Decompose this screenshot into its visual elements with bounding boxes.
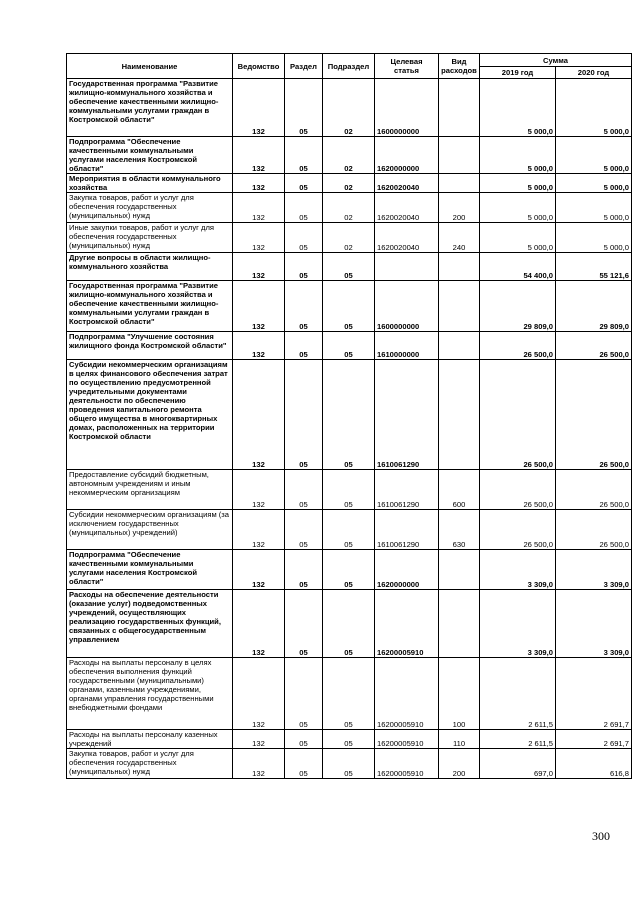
row-dept: 132 bbox=[233, 332, 285, 360]
row-kind bbox=[439, 360, 480, 470]
table-row bbox=[67, 137, 632, 174]
row-section: 05 bbox=[285, 193, 323, 223]
row-subsection: 05 bbox=[323, 470, 375, 510]
row-section: 05 bbox=[285, 550, 323, 590]
row-target: 1620020040 bbox=[375, 223, 439, 253]
row-sum-2019: 5 000,0 bbox=[480, 193, 556, 223]
row-kind: 200 bbox=[439, 193, 480, 223]
row-subsection: 02 bbox=[323, 79, 375, 137]
row-name: Государственная программа "Развитие жилищно-коммунального хозяйства и обеспечение качественными жилищно-коммунальными услугами граждан в Костромской области" bbox=[67, 79, 233, 137]
row-sum-2020: 2 691,7 bbox=[556, 730, 632, 749]
row-section: 05 bbox=[285, 510, 323, 550]
row-sum-2019: 5 000,0 bbox=[480, 79, 556, 137]
row-sum-2020: 5 000,0 bbox=[556, 79, 632, 137]
row-name: Субсидии некоммерческим организациям в целях финансового обеспечения затрат по осуществлению предусмотренной учредительными документами деятельности по обеспечению проведения капитального ремонта общего имущества в многоквартирных домах, расположенных на территории Костромской области bbox=[67, 360, 233, 470]
row-target: 1620020040 bbox=[375, 193, 439, 223]
row-target: 1610061290 bbox=[375, 470, 439, 510]
header-year-2019: 2019 год bbox=[480, 67, 556, 79]
row-name: Закупка товаров, работ и услуг для обеспечения государственных (муниципальных) нужд bbox=[67, 749, 233, 779]
row-section: 05 bbox=[285, 174, 323, 193]
row-subsection: 05 bbox=[323, 332, 375, 360]
table-row bbox=[67, 332, 632, 360]
row-sum-2020: 2 691,7 bbox=[556, 658, 632, 730]
row-sum-2019: 2 611,5 bbox=[480, 658, 556, 730]
row-sum-2020: 55 121,6 bbox=[556, 253, 632, 281]
row-section: 05 bbox=[285, 253, 323, 281]
row-section: 05 bbox=[285, 332, 323, 360]
row-sum-2019: 54 400,0 bbox=[480, 253, 556, 281]
row-name: Подпрограмма "Обеспечение качественными коммунальными услугами населения Костромской области" bbox=[67, 137, 233, 174]
table-row bbox=[67, 470, 632, 510]
table-row bbox=[67, 730, 632, 749]
row-dept: 132 bbox=[233, 730, 285, 749]
row-subsection: 02 bbox=[323, 137, 375, 174]
row-kind: 200 bbox=[439, 749, 480, 779]
row-sum-2019: 26 500,0 bbox=[480, 332, 556, 360]
row-sum-2019: 3 309,0 bbox=[480, 590, 556, 658]
row-kind bbox=[439, 79, 480, 137]
row-kind bbox=[439, 137, 480, 174]
row-name: Расходы на выплаты персоналу казенных учреждений bbox=[67, 730, 233, 749]
row-name: Расходы на выплаты персоналу в целях обеспечения выполнения функций государственными (муниципальными) органами, казенными учреждениями, органами управления государственными внебюджетными фондами bbox=[67, 658, 233, 730]
row-target: 1600000000 bbox=[375, 79, 439, 137]
row-dept: 132 bbox=[233, 510, 285, 550]
row-subsection: 05 bbox=[323, 590, 375, 658]
row-name: Мероприятия в области коммунального хозяйства bbox=[67, 174, 233, 193]
row-sum-2019: 26 500,0 bbox=[480, 510, 556, 550]
row-target: 16200005910 bbox=[375, 730, 439, 749]
row-sum-2019: 29 809,0 bbox=[480, 281, 556, 332]
row-sum-2019: 5 000,0 bbox=[480, 137, 556, 174]
table-body bbox=[67, 79, 632, 779]
row-sum-2019: 5 000,0 bbox=[480, 174, 556, 193]
row-target: 1610061290 bbox=[375, 510, 439, 550]
row-sum-2020: 5 000,0 bbox=[556, 223, 632, 253]
row-dept: 132 bbox=[233, 590, 285, 658]
row-dept: 132 bbox=[233, 79, 285, 137]
header-section: Раздел bbox=[285, 54, 323, 79]
header-year-2020: 2020 год bbox=[556, 67, 632, 79]
row-sum-2019: 697,0 bbox=[480, 749, 556, 779]
row-kind: 630 bbox=[439, 510, 480, 550]
row-kind: 110 bbox=[439, 730, 480, 749]
row-target: 16200005910 bbox=[375, 590, 439, 658]
row-section: 05 bbox=[285, 590, 323, 658]
row-kind bbox=[439, 174, 480, 193]
row-section: 05 bbox=[285, 730, 323, 749]
page-number: 300 bbox=[592, 829, 610, 843]
row-target: 1620000000 bbox=[375, 137, 439, 174]
row-sum-2020: 26 500,0 bbox=[556, 360, 632, 470]
row-name: Закупка товаров, работ и услуг для обеспечения государственных (муниципальных) нужд bbox=[67, 193, 233, 223]
row-sum-2019: 3 309,0 bbox=[480, 550, 556, 590]
row-name: Предоставление субсидий бюджетным, автономным учреждениям и иным некоммерческим организациям bbox=[67, 470, 233, 510]
row-sum-2019: 2 611,5 bbox=[480, 730, 556, 749]
row-dept: 132 bbox=[233, 749, 285, 779]
row-dept: 132 bbox=[233, 193, 285, 223]
row-sum-2020: 616,8 bbox=[556, 749, 632, 779]
header-dept: Ведомство bbox=[233, 54, 285, 79]
row-target: 1600000000 bbox=[375, 281, 439, 332]
row-sum-2020: 5 000,0 bbox=[556, 193, 632, 223]
row-dept: 132 bbox=[233, 223, 285, 253]
row-name: Субсидии некоммерческим организациям (за исключением государственных (муниципальных) учреждений) bbox=[67, 510, 233, 550]
table-row bbox=[67, 658, 632, 730]
row-kind bbox=[439, 590, 480, 658]
row-sum-2020: 26 500,0 bbox=[556, 332, 632, 360]
row-sum-2019: 26 500,0 bbox=[480, 470, 556, 510]
row-sum-2019: 26 500,0 bbox=[480, 360, 556, 470]
row-name: Подпрограмма "Улучшение состояния жилищного фонда Костромской области" bbox=[67, 332, 233, 360]
row-kind bbox=[439, 281, 480, 332]
row-dept: 132 bbox=[233, 470, 285, 510]
table-row bbox=[67, 550, 632, 590]
row-sum-2020: 3 309,0 bbox=[556, 590, 632, 658]
row-kind bbox=[439, 332, 480, 360]
row-kind: 600 bbox=[439, 470, 480, 510]
table-row bbox=[67, 281, 632, 332]
row-kind: 100 bbox=[439, 658, 480, 730]
row-dept: 132 bbox=[233, 174, 285, 193]
row-kind bbox=[439, 550, 480, 590]
row-subsection: 05 bbox=[323, 360, 375, 470]
row-section: 05 bbox=[285, 470, 323, 510]
row-subsection: 05 bbox=[323, 510, 375, 550]
row-dept: 132 bbox=[233, 550, 285, 590]
row-target: 1610000000 bbox=[375, 332, 439, 360]
table-row bbox=[67, 510, 632, 550]
table-row bbox=[67, 360, 632, 470]
row-name: Другие вопросы в области жилищно-коммунального хозяйства bbox=[67, 253, 233, 281]
header-target: Целевая статья bbox=[375, 54, 439, 79]
row-kind: 240 bbox=[439, 223, 480, 253]
row-sum-2020: 3 309,0 bbox=[556, 550, 632, 590]
header-sum: Сумма bbox=[480, 54, 632, 67]
table-row bbox=[67, 590, 632, 658]
row-target: 1610061290 bbox=[375, 360, 439, 470]
row-sum-2020: 5 000,0 bbox=[556, 137, 632, 174]
row-section: 05 bbox=[285, 658, 323, 730]
row-target: 16200005910 bbox=[375, 749, 439, 779]
table-row bbox=[67, 253, 632, 281]
row-subsection: 05 bbox=[323, 730, 375, 749]
row-section: 05 bbox=[285, 360, 323, 470]
row-kind bbox=[439, 253, 480, 281]
budget-table bbox=[66, 53, 632, 779]
row-sum-2020: 29 809,0 bbox=[556, 281, 632, 332]
table-row bbox=[67, 79, 632, 137]
table-row bbox=[67, 174, 632, 193]
table-row bbox=[67, 749, 632, 779]
row-name: Государственная программа "Развитие жилищно-коммунального хозяйства и обеспечение качественными жилищно-коммунальными услугами граждан в Костромской области" bbox=[67, 281, 233, 332]
row-name: Подпрограмма "Обеспечение качественными коммунальными услугами населения Костромской области" bbox=[67, 550, 233, 590]
row-dept: 132 bbox=[233, 281, 285, 332]
row-dept: 132 bbox=[233, 137, 285, 174]
row-section: 05 bbox=[285, 281, 323, 332]
row-dept: 132 bbox=[233, 658, 285, 730]
row-subsection: 05 bbox=[323, 749, 375, 779]
row-sum-2020: 26 500,0 bbox=[556, 510, 632, 550]
row-dept: 132 bbox=[233, 253, 285, 281]
row-target: 16200005910 bbox=[375, 658, 439, 730]
header-name: Наименование bbox=[67, 54, 233, 79]
table-row bbox=[67, 193, 632, 223]
header-subsection: Подраздел bbox=[323, 54, 375, 79]
row-sum-2020: 5 000,0 bbox=[556, 174, 632, 193]
row-dept: 132 bbox=[233, 360, 285, 470]
row-subsection: 02 bbox=[323, 174, 375, 193]
row-name: Иные закупки товаров, работ и услуг для обеспечения государственных (муниципальных) нужд bbox=[67, 223, 233, 253]
row-subsection: 05 bbox=[323, 550, 375, 590]
row-target: 1620020040 bbox=[375, 174, 439, 193]
row-target: 1620000000 bbox=[375, 550, 439, 590]
row-subsection: 05 bbox=[323, 253, 375, 281]
row-sum-2019: 5 000,0 bbox=[480, 223, 556, 253]
row-subsection: 02 bbox=[323, 193, 375, 223]
row-section: 05 bbox=[285, 749, 323, 779]
table-row bbox=[67, 223, 632, 253]
row-section: 05 bbox=[285, 223, 323, 253]
header-kind: Вид расходов bbox=[439, 54, 480, 79]
row-subsection: 05 bbox=[323, 658, 375, 730]
row-target bbox=[375, 253, 439, 281]
row-section: 05 bbox=[285, 79, 323, 137]
row-name: Расходы на обеспечение деятельности (оказание услуг) подведомственных учреждений, осуществляющих реализацию государственных функций, связанных с общегосударственным управлением bbox=[67, 590, 233, 658]
row-subsection: 02 bbox=[323, 223, 375, 253]
row-subsection: 05 bbox=[323, 281, 375, 332]
row-sum-2020: 26 500,0 bbox=[556, 470, 632, 510]
row-section: 05 bbox=[285, 137, 323, 174]
